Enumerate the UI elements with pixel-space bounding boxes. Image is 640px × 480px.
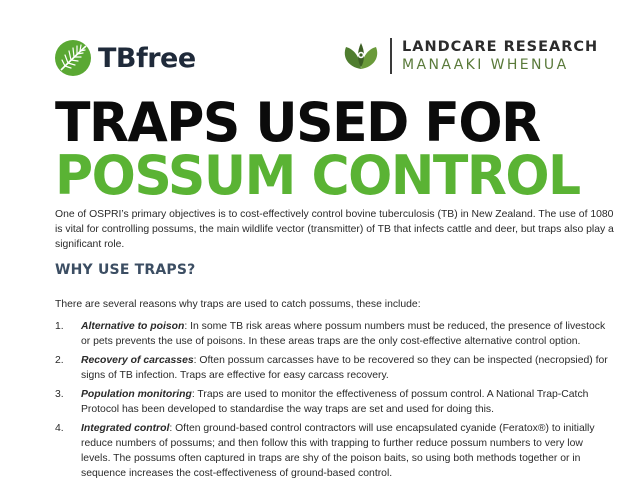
page-header (0, 0, 640, 88)
landcare-wordmark (402, 38, 598, 74)
list-item (55, 319, 615, 349)
list-item-body (81, 319, 615, 349)
title-line-2: POSSUM CONTROL (55, 144, 580, 208)
section-lead: There are several reasons why traps are used to catch possums, these include: (55, 299, 421, 310)
list-item-text: : In some TB risk areas where possum numbers must be reduced, the presence of livestock or pets prevents the use of poisons. In these areas traps are the only cost-effective alternative control option. (81, 321, 606, 347)
list-item-text: : Often possum carcasses have to be recovered so they can be inspected (necropsied) for signs of TB infection. Traps are effective for easy carcass recovery. (81, 355, 608, 381)
logo-divider (390, 38, 392, 74)
list-item-term: Alternative to poison (81, 321, 185, 332)
landcare-line-1: LANDCARE RESEARCH (402, 39, 599, 55)
tbfree-logo (55, 38, 196, 78)
list-item-term: Population monitoring (81, 389, 192, 400)
list-item-term: Integrated control (81, 423, 170, 434)
list-item-number: 3. (55, 389, 64, 400)
reasons-list (55, 319, 615, 480)
section-heading: WHY USE TRAPS? (55, 262, 196, 278)
list-item (55, 421, 615, 480)
list-item-text: : Traps are used to monitor the effectiveness of possum control. A National Trap-Catch Protocol has been developed to standardise the way traps are set and used for doing this. (81, 389, 589, 415)
list-item (55, 353, 615, 383)
landcare-line-2: MANAAKI WHENUA (402, 57, 569, 73)
intro-paragraph: One of OSPRI’s primary objectives is to cost-effectively control bovine tuberculosis (TB) in New Zealand. The use of 1080 is vital for controlling possums, the main wildlife vector (transmitter) of TB that infects cattle and deer, but traps also play a significant role. (55, 209, 614, 250)
koru-leaf-icon (340, 39, 382, 73)
title-line-1: TRAPS USED FOR (55, 91, 540, 155)
list-item (55, 387, 615, 417)
list-item-number: 1. (55, 321, 64, 332)
list-item-body (81, 387, 615, 417)
list-item-body (81, 421, 615, 480)
landcare-research-logo (340, 36, 598, 76)
list-item-body (81, 353, 615, 383)
list-item-number: 4. (55, 423, 64, 434)
list-item-number: 2. (55, 355, 64, 366)
document-title (55, 91, 615, 208)
list-item-term: Recovery of carcasses (81, 355, 194, 366)
fern-leaf-icon (55, 40, 91, 76)
list-item-text: : Often ground-based control contractors will use encapsulated cyanide (Feratox®) to initially reduce numbers of possums; and then follow this with trapping to further reduce possum numbers to very low levels. The possums often captured in traps are shy of the poison baits, so using both methods together or in sequence increases the cost-effectiveness of ground-based control. (81, 423, 595, 479)
tbfree-wordmark: TBfree (98, 42, 196, 74)
